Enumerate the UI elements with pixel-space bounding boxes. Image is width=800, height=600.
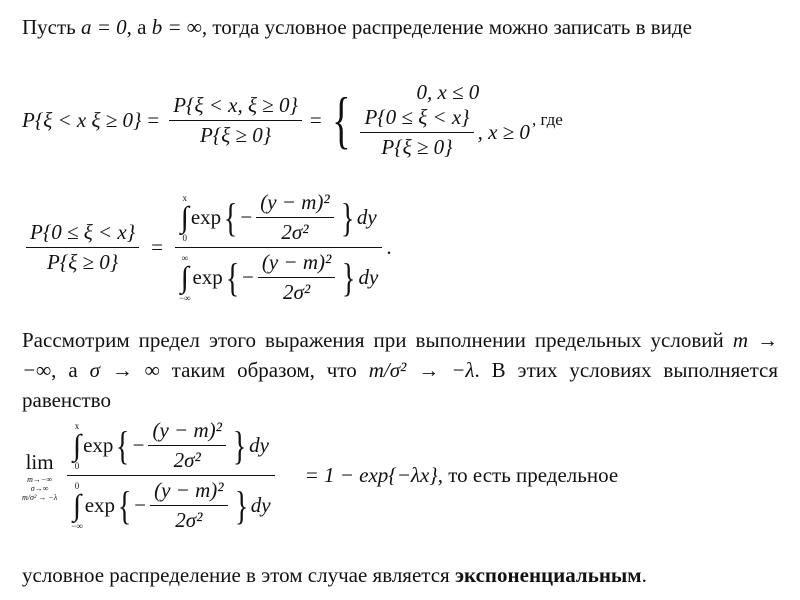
exp-text-1: exp [190, 205, 222, 229]
case2-denominator: P{ξ ≥ 0} [381, 135, 453, 159]
eq2-integral-numerator: x ∫ 0 exp { − $\frac{\text{(y − m)²}}{\text{2σ²}}$ } dy [180, 190, 377, 244]
para2-text-4: . В этих условиях выполняется равенство [22, 358, 779, 412]
eq1-frac-numerator: P{ξ < x, ξ ≥ 0} [173, 92, 298, 117]
exp-text-2: exp [192, 265, 223, 289]
case2-bar [360, 132, 473, 133]
a-equals-zero: a = 0 [81, 15, 127, 39]
eq2-integral-fraction [175, 190, 382, 305]
equation-conditional [22, 80, 563, 160]
eq2-equals: = [151, 235, 163, 259]
eq2-integral-denominator: ∞ ∫ −∞ exp { − $\frac{\text{(y − m)²}}{\text{2σ²}}$ } dy [178, 250, 379, 304]
para3-period: . [641, 563, 647, 587]
eq1-equals-1: = [147, 107, 160, 132]
eq1-where: , где [531, 110, 563, 129]
equation-limit [22, 418, 618, 533]
eq1-equals-2: = [309, 107, 322, 132]
eq3-integral-denominator: 0 ∫ −∞ exp { − $\frac{\text{(y − m)²}}{\text{2σ²}}$ } dy [71, 478, 271, 532]
eq2-main-bar [175, 247, 382, 248]
intro-paragraph [22, 12, 778, 42]
eq1-lhs: P{ξ < x ξ ≥ 0} [22, 107, 142, 132]
para3-text: условное распределение в этом случае является [22, 563, 450, 587]
b-equals-infinity: b = ∞ [151, 15, 202, 39]
limit-paragraph [22, 325, 778, 415]
para2-text-3: таким образом, что [171, 358, 357, 382]
m-to-minus-inf: m → −∞ [22, 328, 779, 382]
eq3-main-bar [67, 475, 274, 476]
intro-text-1: Пусть [22, 15, 76, 39]
eq1-frac-bar [169, 120, 302, 121]
eq2-lhs-denominator: P{ξ ≥ 0} [46, 250, 119, 274]
m-over-sigma-sq: m/σ² → −λ [368, 358, 475, 382]
para2-text-1: Рассмотрим предел этого выражения при выполнении предельных условий [22, 328, 724, 352]
eq3-tail-text: , то есть предельное [437, 463, 619, 487]
para2-text-2: , а [51, 358, 78, 382]
conclusion-paragraph [22, 560, 778, 590]
exponential-bold: экспоненциальным [454, 563, 642, 587]
case-x-le-zero: 0, x ≤ 0 [416, 80, 480, 104]
eq3-rhs: = 1 − exp{−λx} [304, 463, 438, 487]
sigma-to-inf: σ → ∞ [89, 358, 160, 382]
case-x-ge-zero [356, 105, 530, 160]
eq1-fraction [169, 93, 302, 148]
eq2-period: . [386, 235, 392, 259]
eq3-integral-fraction [67, 418, 274, 533]
eq3-integral-numerator: x ∫ 0 exp { − $\frac{\text{(y − m)²}}{\text{2σ²}}$ } dy [72, 418, 269, 472]
eq1-frac-denominator: P{ξ ≥ 0} [199, 122, 272, 147]
eq1-cases [356, 80, 530, 160]
limit-operator: lim m→−∞ σ→∞ m/σ² → −λ [22, 449, 58, 502]
equation-ratio-integral [22, 190, 392, 305]
case2-numerator: P{0 ≤ ξ < x} [364, 105, 470, 129]
eq2-lhs-fraction [26, 220, 139, 275]
eq2-lhs-numerator: P{0 ≤ ξ < x} [30, 220, 136, 244]
intro-text-2: , а [126, 15, 147, 39]
cases-brace: { [331, 84, 351, 155]
case2-condition: , x ≥ 0 [477, 120, 530, 144]
intro-text-3: , тогда условное распределение можно записать в виде [201, 15, 692, 39]
